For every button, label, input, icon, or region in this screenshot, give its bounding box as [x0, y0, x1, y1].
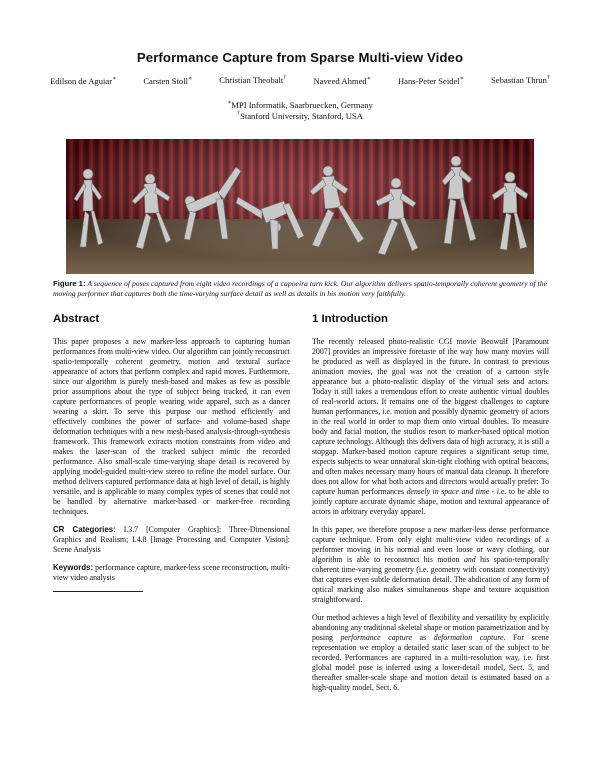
author: Naveed Ahmed∗ — [313, 75, 371, 86]
author: Sebastian Thrun† — [491, 75, 550, 85]
author: Carsten Stoll∗ — [143, 75, 193, 86]
affiliation: †Stanford University, Stanford, USA — [237, 111, 363, 121]
intro-paragraph: The recently released photo-realistic CGI movie Beowulf [Paramount 2007] provides an impressive foretaste of the way how many movies will be produced as well as displayed in the future. In contrast to previous animation movies, the goal was not the creation of a cartoon style appearance but a photo-realistic display of the virtual sets and actors. Today it still takes a tremendous effort to create authentic virtual doubles of real-world actors. It remains one of the biggest challenges to capture human performances, i.e. motion and possibly dynamic geometry of actors in the real world in order to map them onto virtual doubles. To measure body and facial motion, the studios resort to marker-based optical motion capture technology. Although this delivers data of high accuracy, it is still a stopgap. Marker-based motion capture requires a significant setup time, expects subjects to wear unnatural skin-tight clothing with optical beacons, and often makes necessary many hours of manual data cleanup. It therefore does not allow for what both actors and directors would actually prefer: To capture human performances densely in space and time - i.e. to be able to jointly capture accurate dynamic shape, motion and textural appearance of actors in arbitrary everyday apparel. — [312, 337, 549, 516]
intro-paragraph: Our method achieves a high level of flexibility and versatility by explicitly abandoning any traditional skeletal shape or motion parametrization and by posing performance capture as deformation capture. For scene representation we employ a detailed static laser scan of the subject to be recorded. Performances are captured in a multi-resolution way, i.e. first global model pose is inferred using a lower-detail model, Sect. 5, and thereafter smaller-scale shape and motion detail is estimated based on a high-quality model, Sect. 6. — [312, 613, 549, 692]
abstract-column — [53, 314, 290, 592]
abstract-body: This paper proposes a new marker-less approach to capturing human performances from multi-view video. Our algorithm can jointly reconstruct spatio-temporally coherent geometry, motion and textural surface appearance of actors that perform complex and rapid moves. Furthermore, since our algorithm is purely mesh-based and makes as few as possible prior assumptions about the type of subject being tracked, it can even capture performances of people wearing wide apparel, such as a dancer wearing a skirt. To serve this purpose our method efficiently and effectively combines the power of surface- and volume-based shape deformation techniques with a new mesh-based analysis-through-synthesis framework. This framework extracts motion constraints from video and makes the laser-scan of the tracked subject mimic the recorded performance. Also small-scale time-varying shape detail is recovered by applying model-guided multi-view stereo to refine the model surface. Our method delivers captured performance data at high level of detail, is highly versatile, and is applicable to many complex types of scenes that could not be handled by alternative marker-based or marker-free recording techniques. — [53, 337, 290, 516]
author-list — [50, 75, 550, 86]
author: Hans-Peter Seidel∗ — [397, 75, 464, 86]
cr-categories: CR Categories: I.3.7 [Computer Graphics]: Three-Dimensional Graphics and Realism; I.4.8 [Image Processing and Computer Vision]: Scene Analysis — [53, 525, 290, 554]
paper-title: Performance Capture from Sparse Multi-view Video — [136, 50, 464, 65]
intro-paragraph: In this paper, we therefore propose a new marker-less dense performance capture technique. From only eight multi-view video recordings of a performer moving in his normal and even loose or wavy clothing, our algorithm is able to reconstruct his motion and his spatio-temporally coherent time-varying geometry (i.e. geometry with constant connectivity) that captures even subtle deformation detail. The abdication of any form of optical marking also makes simultaneous shape and texture acquisition straightforward. — [312, 525, 549, 604]
author: Christian Theobalt† — [219, 75, 287, 85]
keywords: Keywords: performance capture, marker-less scene reconstruction, multi-view video analysis — [53, 563, 290, 582]
introduction-heading: 1 Introduction — [312, 313, 388, 325]
author: Edilson de Aguiar∗ — [50, 75, 117, 86]
figure-caption: Figure 1: A sequence of poses captured from eight video recordings of a capoeira turn kick. Our algorithm delivers spatio-temporally coherent geometry of the moving performer that captures both the time-varying surface detail as well as details in his motion very faithfully. — [53, 279, 547, 298]
abstract-heading: Abstract — [53, 313, 100, 325]
footnote-rule — [53, 591, 143, 592]
affiliation: ∗MPI Informatik, Saarbruecken, Germany — [227, 99, 373, 110]
capoeira-figure-image — [66, 139, 534, 274]
introduction-column — [312, 314, 549, 701]
